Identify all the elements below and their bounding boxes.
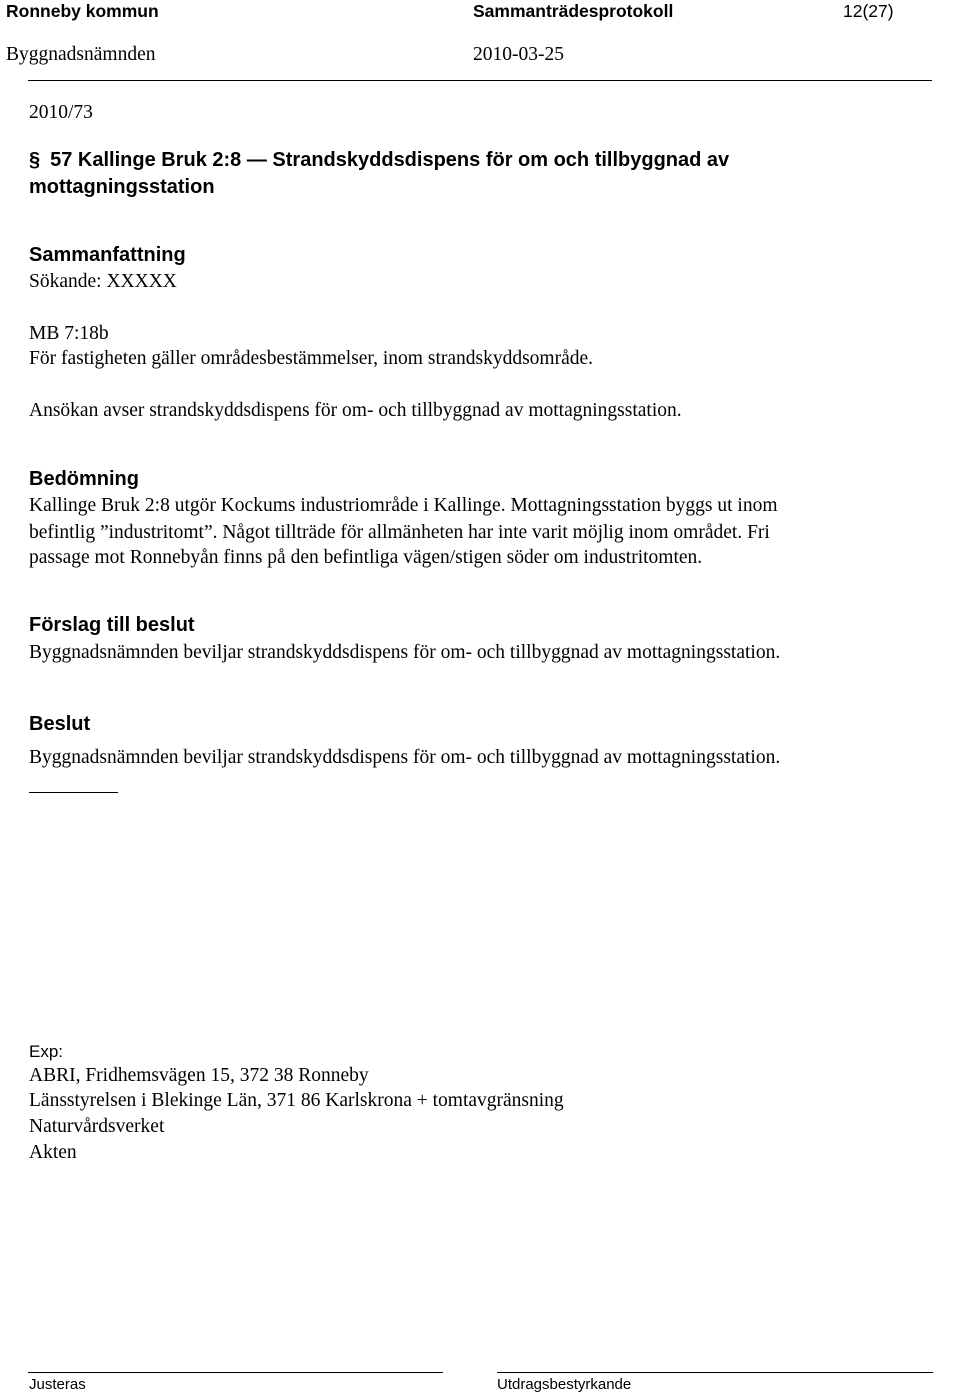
header-divider — [28, 80, 932, 81]
assessment-heading: Bedömning — [29, 468, 139, 490]
proposal-text: Byggnadsnämnden beviljar strandskyddsdispens för om- och tillbyggnad av mottagningsstation. — [29, 642, 781, 663]
paragraph-title — [29, 147, 729, 174]
adjusted-label: Justeras — [29, 1376, 86, 1393]
assessment-line: Kallinge Bruk 2:8 utgör Kockums industriområde i Kallinge. Mottagningsstation byggs ut inom — [29, 495, 778, 516]
summary-line: MB 7:18b — [29, 323, 109, 344]
application-text: Ansökan avser strandskyddsdispens för om- och tillbyggnad av mottagningsstation. — [29, 400, 682, 421]
paragraph-title-line1: 57 Kallinge Bruk 2:8 — Strandskyddsdispens för om och tillbyggnad av — [50, 149, 730, 171]
municipality-name: Ronneby kommun — [6, 1, 159, 21]
dispatch-recipient: Naturvårdsverket — [29, 1116, 165, 1137]
dispatch-recipient: Akten — [29, 1142, 77, 1163]
summary-line: För fastigheten gäller områdesbestämmelser, inom strandskyddsområde. — [29, 348, 594, 369]
decision-heading: Beslut — [29, 713, 91, 735]
summary-heading: Sammanfattning — [29, 244, 186, 266]
assessment-line: passage mot Ronnebyån finns på den befintliga vägen/stigen söder om industritomten. — [29, 547, 703, 568]
extract-label: Utdragsbestyrkande — [497, 1376, 632, 1393]
dispatch-label: Exp: — [29, 1042, 64, 1061]
dispatch-recipient: ABRI, Fridhemsvägen 15, 372 38 Ronneby — [29, 1065, 369, 1086]
applicant: Sökande: XXXXX — [29, 271, 177, 292]
document-type: Sammanträdesprotokoll — [473, 1, 674, 21]
page-number: 12(27) — [843, 1, 894, 21]
meeting-date: 2010-03-25 — [473, 44, 564, 65]
assessment-line: befintlig ”industritomt”. Något tillträde för allmänheten har inte varit möjlig inom området. Fri — [29, 522, 770, 543]
proposal-heading: Förslag till beslut — [29, 614, 195, 636]
case-number: 2010/73 — [29, 102, 93, 123]
decision-text: Byggnadsnämnden beviljar strandskyddsdispens för om- och tillbyggnad av mottagningsstation. — [29, 747, 781, 768]
dispatch-recipient: Länsstyrelsen i Blekinge Län, 371 86 Karlskrona + tomtavgränsning — [29, 1090, 564, 1111]
footer-divider-left — [28, 1372, 443, 1373]
decision-underline — [29, 792, 118, 793]
paragraph-title-line2: mottagningsstation — [29, 176, 215, 198]
paragraph-symbol: § — [29, 149, 41, 171]
committee-name: Byggnadsnämnden — [6, 44, 156, 65]
footer-divider-right — [497, 1372, 933, 1373]
